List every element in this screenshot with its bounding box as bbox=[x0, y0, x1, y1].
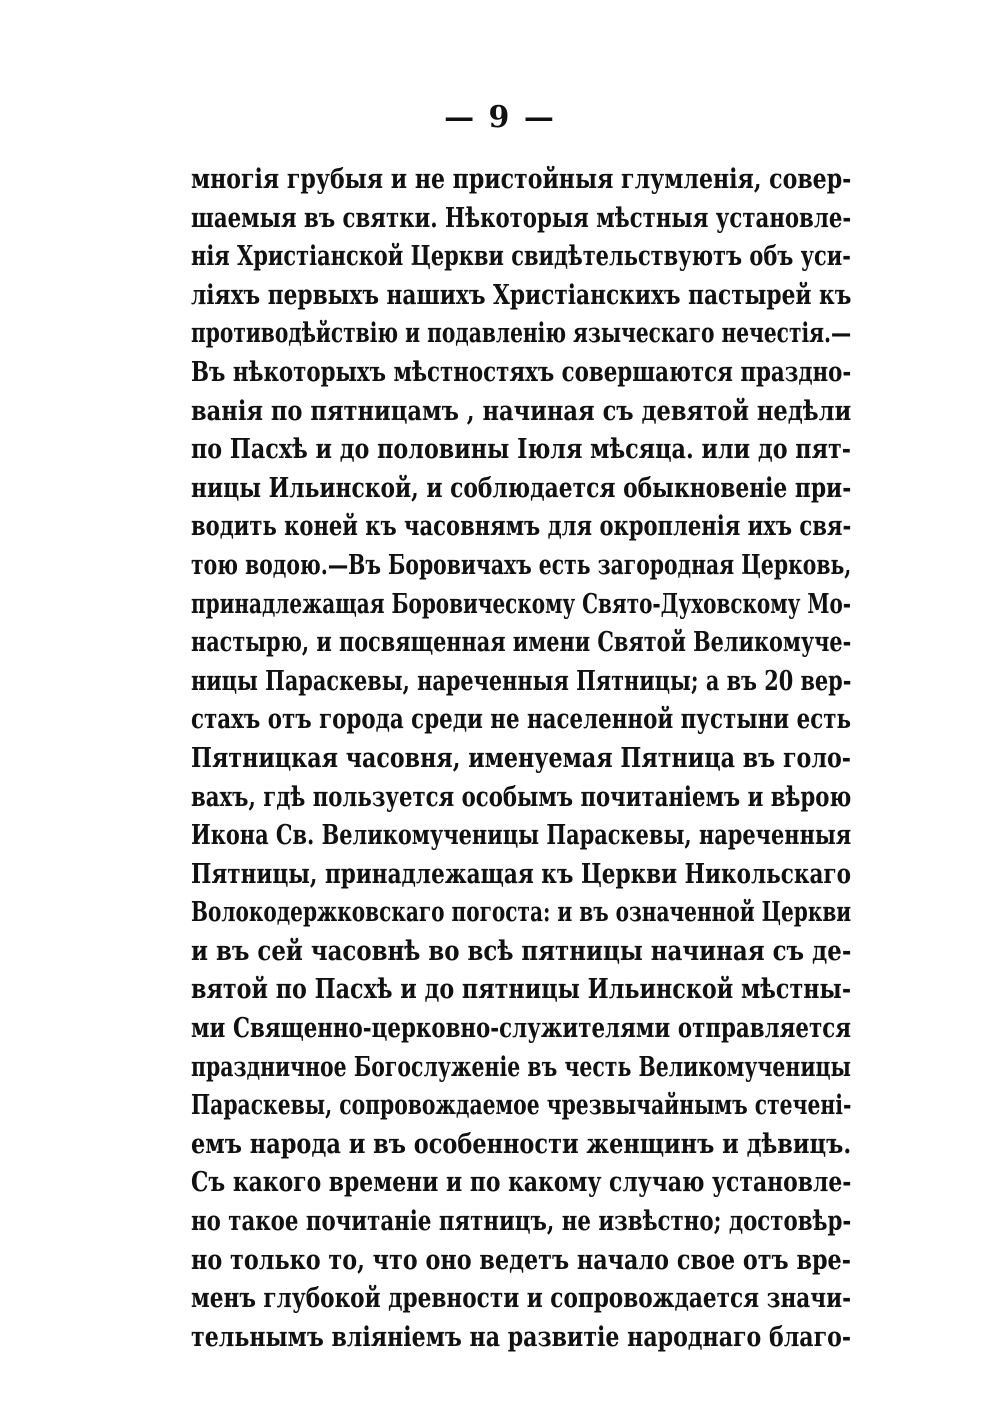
text-line: противодѣйствію и подавленію языческаго нечестія.— bbox=[191, 316, 852, 350]
text-line: емъ народа и въ особенности женщинъ и дѣвицъ. bbox=[191, 1127, 852, 1160]
text-line: ліяхъ первыхъ нашихъ Христіанскихъ пастырей къ bbox=[191, 277, 852, 311]
page-number: — 9 — bbox=[444, 100, 556, 135]
text-line: шаемыя въ святки. Нѣкоторыя мѣстныя установле- bbox=[191, 200, 852, 234]
text-line: Икона Св. Великомученицы Параскевы, нареченныя bbox=[191, 818, 852, 851]
text-line: вахъ, гдѣ пользуется особымъ почитаніемъ и вѣрою bbox=[191, 779, 852, 813]
text-line: Въ нѣкоторыхъ мѣстностяхъ совершаются праздно- bbox=[191, 355, 852, 388]
text-line: по Пасхѣ и до половины Іюля мѣсяца. или до пят- bbox=[191, 432, 852, 465]
text-line: настырю, и посвященная имени Святой Великомуче- bbox=[191, 625, 852, 658]
text-line: Съ какого времени и по какому случаю установле- bbox=[191, 1165, 852, 1199]
text-line: ницы Параскевы, нареченныя Пятницы; а въ 20 вер- bbox=[191, 663, 852, 697]
text-line: тою водою.—Въ Боровичахъ есть загородная Церковь, bbox=[191, 548, 852, 581]
text-line: и въ сей часовнѣ во всѣ пятницы начиная съ де- bbox=[191, 934, 852, 967]
text-line: менъ глубокой древности и сопровождается значи- bbox=[191, 1281, 852, 1314]
text-line: ми Священно-церковно-служителями отправляется bbox=[191, 1011, 851, 1044]
text-line: водить коней къ часовнямъ для окропленія ихъ свя- bbox=[191, 509, 852, 542]
text-line: ванія по пятницамъ , начиная съ девятой недѣли bbox=[191, 393, 852, 427]
text-line: Параскевы, сопровождаемое чрезвычайнымъ стеченi- bbox=[191, 1088, 852, 1121]
text-line: принадлежащая Боровическому Свято-Духовскому Мо- bbox=[191, 586, 852, 620]
text-line: Волокодержковскаго погоста: и въ означенной Церкви bbox=[191, 895, 852, 928]
text-line: многія грубыя и не пристойныя глумленія, совер- bbox=[191, 162, 852, 195]
text-line: вятой по Пасхѣ и до пятницы Ильинской мѣстны- bbox=[191, 972, 852, 1006]
text-line: тельнымъ вліяніемъ на развитіе народнаго благо- bbox=[191, 1319, 852, 1353]
text-line: Пятницы, принадлежащая къ Церкви Никольскаго bbox=[191, 856, 851, 890]
text-line: но только то, что оно ведетъ начало свое отъ вре- bbox=[191, 1242, 851, 1276]
text-line: праздничное Богослуженіе въ честь Великомученицы bbox=[191, 1049, 851, 1083]
text-line: но такое почитаніе пятницъ, не извѣстно; достовѣр- bbox=[191, 1204, 852, 1237]
text-line: Пятницкая часовня, именуемая Пятница въ голо- bbox=[191, 741, 851, 774]
body-text bbox=[191, 160, 851, 1356]
text-line: ницы Ильинской, и соблюдается обыкновеніе при- bbox=[191, 470, 852, 504]
text-line: нія Христіанской Церкви свидѣтельствуютъ объ уси- bbox=[191, 239, 851, 272]
text-line: стахъ отъ города среди не населенной пустыни есть bbox=[191, 702, 851, 735]
